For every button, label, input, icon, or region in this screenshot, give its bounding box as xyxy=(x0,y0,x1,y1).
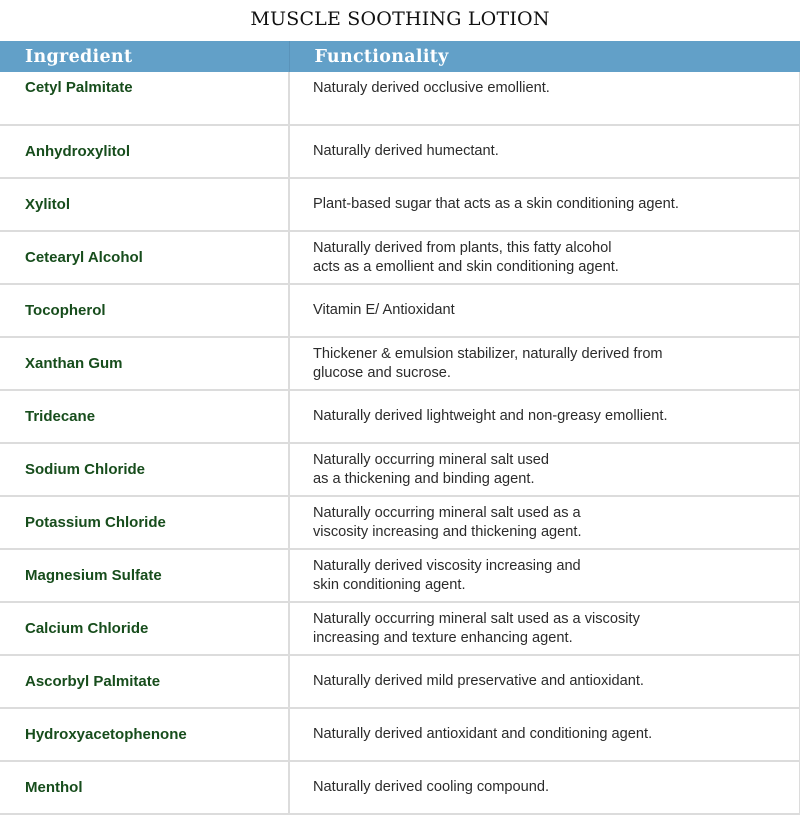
column-header-ingredient: Ingredient xyxy=(0,41,289,72)
functionality-line: Naturally derived viscosity increasing and xyxy=(313,557,581,574)
functionality-line: Naturally occurring mineral salt used as a xyxy=(313,504,581,521)
functionality-line: Naturally occurring mineral salt used xyxy=(313,451,550,468)
functionality-line: Thickener & emulsion stabilizer, naturally derived from xyxy=(313,345,663,362)
functionality-cell xyxy=(289,761,800,814)
ingredient-cell: Tridecane xyxy=(0,390,289,443)
functionality-cell xyxy=(289,72,800,125)
table-row xyxy=(0,231,800,284)
functionality-line: Naturally derived humectant. xyxy=(313,143,499,159)
functionality-line: Naturally occurring mineral salt used as a viscosity xyxy=(313,610,640,627)
functionality-line: viscosity increasing and thickening agent. xyxy=(313,523,582,540)
functionality-line: Naturally derived antioxidant and conditioning agent. xyxy=(313,726,653,742)
functionality-line: Naturally derived mild preservative and antioxidant. xyxy=(313,673,644,689)
functionality-line: Naturally derived cooling compound. xyxy=(313,779,550,795)
ingredient-cell: Xanthan Gum xyxy=(0,337,289,390)
table-header-row xyxy=(0,41,800,72)
ingredient-cell: Magnesium Sulfate xyxy=(0,549,289,602)
functionality-cell xyxy=(289,549,800,602)
ingredient-cell: Menthol xyxy=(0,761,289,814)
ingredients-table xyxy=(0,41,800,815)
table-row xyxy=(0,284,800,337)
table-row xyxy=(0,655,800,708)
table-row xyxy=(0,602,800,655)
ingredient-cell: Anhydroxylitol xyxy=(0,125,289,178)
table-row xyxy=(0,390,800,443)
functionality-cell xyxy=(289,655,800,708)
ingredient-cell: Cetyl Palmitate xyxy=(0,72,289,125)
functionality-cell xyxy=(289,337,800,390)
functionality-cell xyxy=(289,284,800,337)
functionality-line: Naturally derived from plants, this fatty alcohol xyxy=(313,239,612,256)
functionality-cell xyxy=(289,443,800,496)
functionality-line: Vitamin E/ Antioxidant xyxy=(313,302,455,318)
functionality-cell xyxy=(289,496,800,549)
table-row xyxy=(0,761,800,814)
functionality-line: increasing and texture enhancing agent. xyxy=(313,629,573,646)
table-row xyxy=(0,72,800,125)
functionality-line: glucose and sucrose. xyxy=(313,364,451,381)
functionality-line: Naturaly derived occlusive emollient. xyxy=(313,80,550,96)
ingredient-cell: Potassium Chloride xyxy=(0,496,289,549)
functionality-cell xyxy=(289,602,800,655)
table-row xyxy=(0,178,800,231)
functionality-cell xyxy=(289,231,800,284)
table-row xyxy=(0,125,800,178)
table-row xyxy=(0,549,800,602)
functionality-cell xyxy=(289,390,800,443)
ingredient-cell: Calcium Chloride xyxy=(0,602,289,655)
functionality-cell xyxy=(289,178,800,231)
table-body xyxy=(0,72,800,814)
functionality-line: skin conditioning agent. xyxy=(313,576,466,593)
page-title: MUSCLE SOOTHING LOTION xyxy=(250,8,550,30)
ingredient-cell: Hydroxyacetophenone xyxy=(0,708,289,761)
table-row xyxy=(0,708,800,761)
functionality-line: Naturally derived lightweight and non-greasy emollient. xyxy=(313,408,668,424)
ingredient-cell: Ascorbyl Palmitate xyxy=(0,655,289,708)
ingredient-cell: Cetearyl Alcohol xyxy=(0,231,289,284)
functionality-line: Plant-based sugar that acts as a skin conditioning agent. xyxy=(313,196,679,212)
functionality-line: acts as a emollient and skin conditioning agent. xyxy=(313,258,619,275)
functionality-cell xyxy=(289,125,800,178)
table-row xyxy=(0,496,800,549)
table-row xyxy=(0,337,800,390)
table-row xyxy=(0,443,800,496)
column-header-functionality: Functionality xyxy=(289,41,800,72)
functionality-line: as a thickening and binding agent. xyxy=(313,470,535,487)
ingredient-cell: Xylitol xyxy=(0,178,289,231)
ingredient-cell: Tocopherol xyxy=(0,284,289,337)
functionality-cell xyxy=(289,708,800,761)
ingredient-cell: Sodium Chloride xyxy=(0,443,289,496)
